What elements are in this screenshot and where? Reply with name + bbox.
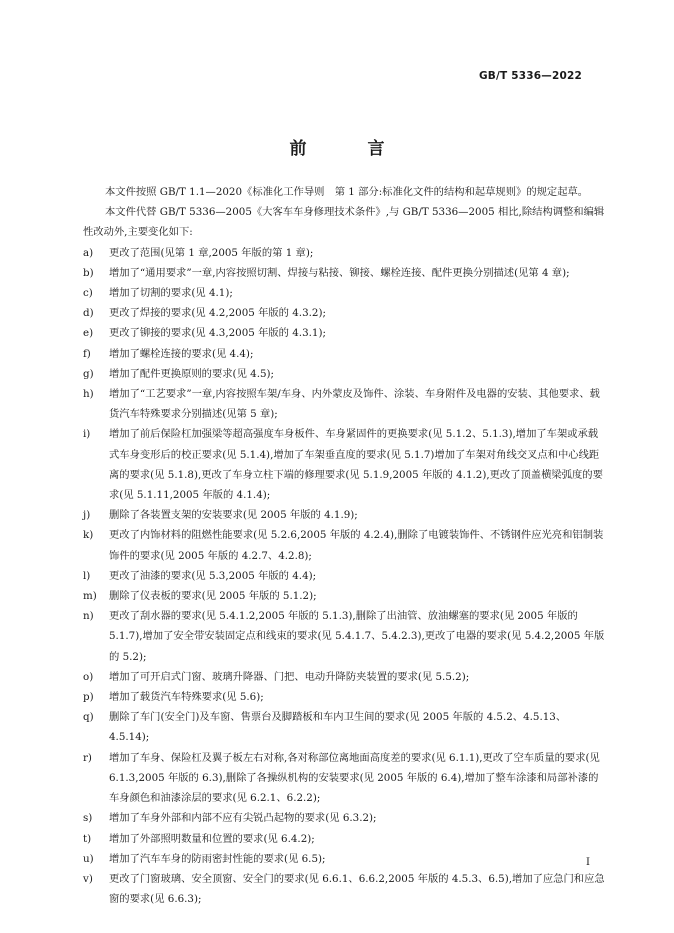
list-item-label: q): [83, 711, 94, 724]
list-item-label: u): [83, 852, 94, 865]
list-item: [83, 707, 605, 747]
list-item: [83, 384, 605, 424]
list-item-label: d): [83, 307, 94, 320]
list-item-label: f): [83, 347, 91, 360]
list-item-label: l): [83, 569, 91, 582]
list-item-text: 增加了汽车车身的防雨密封性能的要求(见 6.5);: [109, 852, 326, 865]
list-item: [83, 424, 605, 505]
list-item-text: 更改了油漆的要求(见 5.3,2005 年版的 4.4);: [109, 569, 317, 582]
list-item-label: m): [83, 590, 97, 603]
change-list: [83, 243, 605, 910]
list-item-label: i): [83, 428, 91, 441]
list-item: [83, 586, 605, 606]
list-item-text: 删除了车门(安全门)及车窗、售票台及脚踏板和车内卫生间的要求(见 2005 年版的 4.5.2、4.5.13、4.5.14);: [109, 711, 567, 744]
list-item-label: c): [83, 287, 93, 300]
list-item-text: 增加了可开启式门窗、玻璃升降器、门把、电动升降防夹装置的要求(见 5.5.2);: [109, 670, 470, 683]
list-item: [83, 364, 605, 384]
list-item: [83, 667, 605, 687]
list-item-text: 更改了铆接的要求(见 4.3,2005 年版的 4.3.1);: [109, 327, 326, 340]
list-item: [83, 606, 605, 667]
page-number: I: [586, 857, 590, 868]
list-item-label: h): [83, 388, 94, 401]
list-item-text: 增加了前后保险杠加强梁等超高强度车身板件、车身紧固件的更换要求(见 5.1.2、5.1.3),增加了车架或承载式车身变形后的校正要求(见 5.1.4),增加了车架垂直度的要求(见 5.1.7)增加了车架对角线交叉点和中心线距离的要求(见 5.1.8),更改了车身立柱下端的修理要求(见 5.1.9,2005 年版的 4.1.2),更改了顶盖横梁弧度的要求(见 5.1.11,2005 年版的 4.1.4);: [109, 428, 603, 502]
list-item: [83, 263, 605, 283]
list-item: [83, 505, 605, 525]
list-item-text: 增加了车身外部和内部不应有尖锐凸起物的要求(见 6.3.2);: [109, 812, 377, 825]
list-item-text: 增加了外部照明数量和位置的要求(见 6.4.2);: [109, 832, 315, 845]
list-item-text: 更改了范围(见第 1 章,2005 年版的第 1 章);: [109, 246, 314, 259]
list-item: [83, 525, 605, 565]
list-item: [83, 748, 605, 809]
list-item-label: b): [83, 266, 94, 279]
list-item-label: j): [83, 509, 91, 522]
list-item-label: n): [83, 610, 94, 623]
list-item-text: 增加了载货汽车特殊要求(见 5.6);: [109, 691, 264, 704]
list-item: [83, 344, 605, 364]
list-item-text: 增加了车身、保险杠及翼子板左右对称,各对称部位离地面高度差的要求(见 6.1.1),更改了空车质量的要求(见 6.1.3,2005 年版的 6.3),删除了各操纵机构的安装要求(见 2005 年版的 6.4),增加了整车涂漆和局部补漆的车身颜色和油漆涂层的要求(见 6.2.1、6.2.2);: [109, 751, 600, 805]
paragraph: 本文件代替 GB/T 5336—2005《大客车车身修理技术条件》,与 GB/T 5336—2005 相比,除结构调整和编辑性改动外,主要变化如下:: [83, 206, 605, 239]
list-item: [83, 849, 605, 869]
preface-body: [83, 182, 605, 909]
list-item: [83, 303, 605, 323]
list-item-text: 更改了内饰材料的阻燃性能要求(见 5.2.6,2005 年版的 4.2.4),删除了电镀装饰件、不锈钢件应光亮和铝制装饰件的要求(见 2005 年版的 4.2.7、4.2.8);: [109, 529, 604, 562]
list-item-text: 更改了门窗玻璃、安全顶窗、安全门的要求(见 6.6.1、6.6.2,2005 年版的 4.5.3、6.5),增加了应急门和应急窗的要求(见 6.6.3);: [109, 872, 605, 906]
list-item-label: a): [83, 246, 94, 259]
list-item-text: 删除了各装置支架的安装要求(见 2005 年版的 4.1.9);: [109, 509, 358, 522]
list-item: [83, 869, 605, 909]
list-item-label: e): [83, 327, 94, 340]
list-item: [83, 687, 605, 707]
list-item-text: 增加了螺栓连接的要求(见 4.4);: [109, 347, 254, 360]
list-item: [83, 243, 605, 263]
list-item: [83, 808, 605, 828]
list-item-text: 增加了“工艺要求”一章,内容按照车架/车身、内外蒙皮及饰件、涂装、车身附件及电器的安装、其他要求、载货汽车特殊要求分别描述(见第 5 章);: [109, 388, 600, 421]
list-item-label: o): [83, 670, 94, 683]
list-item-text: 增加了配件更换原则的要求(见 4.5);: [109, 367, 275, 380]
list-item-text: 增加了“通用要求”一章,内容按照切割、焊接与粘接、铆接、螺栓连接、配件更换分别描述(见第 4 章);: [109, 266, 570, 279]
paragraph: 本文件按照 GB/T 1.1—2020《标准化工作导则 第 1 部分:标准化文件的结构和起草规则》的规定起草。: [105, 186, 589, 198]
list-item-label: r): [83, 751, 92, 764]
list-item-label: g): [83, 367, 94, 380]
list-item-text: 删除了仪表板的要求(见 2005 年版的 5.1.2);: [109, 590, 317, 603]
list-item-label: p): [83, 691, 94, 704]
standard-code: GB/T 5336—2022: [478, 70, 582, 82]
list-item-label: t): [83, 832, 92, 845]
list-item-text: 增加了切割的要求(见 4.1);: [109, 287, 233, 300]
list-item-text: 更改了焊接的要求(见 4.2,2005 年版的 4.3.2);: [109, 307, 326, 320]
list-item-label: v): [83, 872, 93, 885]
list-item-label: k): [83, 529, 94, 542]
list-item-label: s): [83, 812, 93, 825]
list-item: [83, 566, 605, 586]
list-item: [83, 323, 605, 343]
page-title: 前 言: [289, 139, 407, 159]
list-item: [83, 283, 605, 303]
list-item-text: 更改了刮水器的要求(见 5.4.1.2,2005 年版的 5.1.3),删除了出油管、放油螺塞的要求(见 2005 年版的 5.1.7),增加了安全带安装固定点和线束的要求(见 5.4.1.7、5.4.2.3),更改了电器的要求(见 5.4.2,2005 年版的 5.2);: [109, 610, 605, 663]
list-item: [83, 829, 605, 849]
